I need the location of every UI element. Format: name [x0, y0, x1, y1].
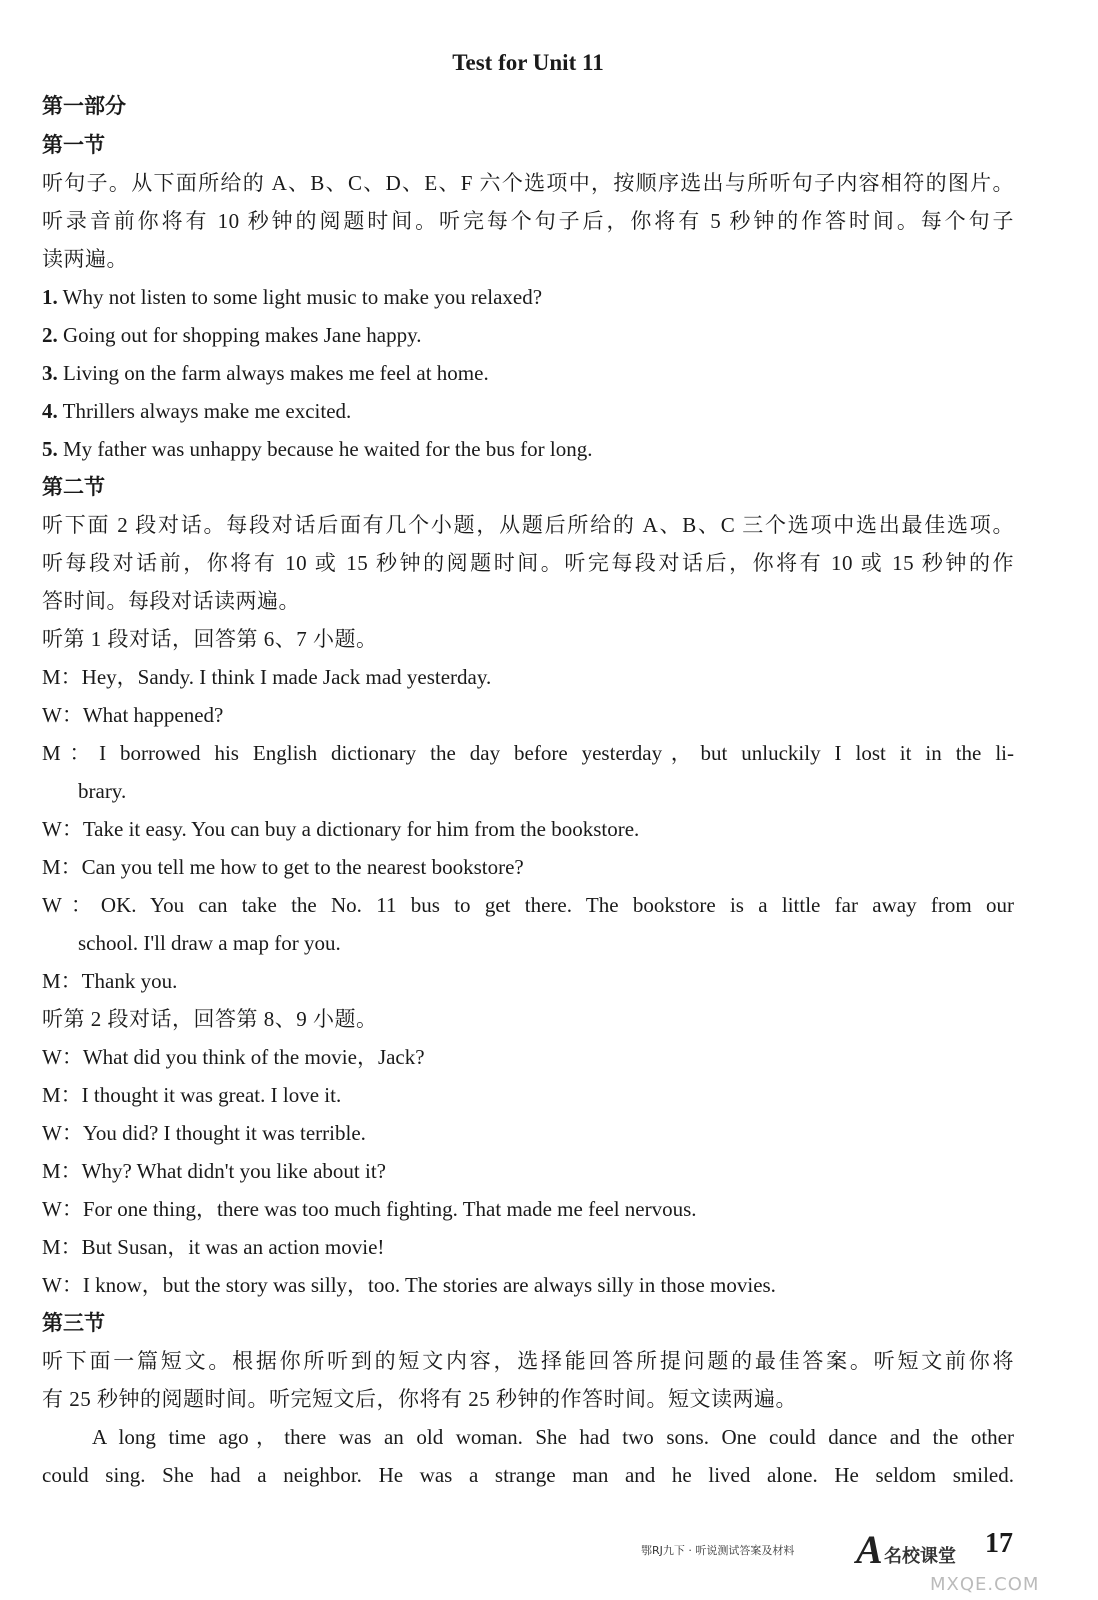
dialogue-line: W：What did you think of the movie，Jack?	[42, 1045, 425, 1069]
section2-heading: 第二节	[42, 475, 105, 499]
dialogue-line: M：Why? What didn't you like about it?	[42, 1159, 386, 1183]
section3-instruction-line: 有 25 秒钟的阅题时间。听完短文后，你将有 25 秒钟的作答时间。短文读两遍。	[42, 1387, 797, 1411]
footer-book-info: 鄂RJ九下 · 听说测试答案及材料	[641, 1544, 795, 1557]
dialogue-line: W：For one thing，there was too much fighting. That made me feel nervous.	[42, 1197, 697, 1221]
dialogue-line: W：I know，but the story was silly，too. The stories are always silly in those movies.	[42, 1273, 776, 1297]
dialogue-line: M：Hey，Sandy. I think I made Jack mad yesterday.	[42, 665, 492, 689]
publisher-logo	[856, 1527, 976, 1572]
item-text: My father was unhappy because he waited for the bus for long.	[63, 437, 593, 461]
section2-instruction-line: 答时间。每段对话读两遍。	[42, 589, 300, 613]
dialogue-line: M：I borrowed his English dictionary the day before yesterday，but unluckily I lost it in the li-	[42, 741, 1014, 765]
dialogue-line: W：OK. You can take the No. 11 bus to get there. The bookstore is a little far away from our	[42, 893, 1014, 917]
section1-instruction-line: 听录音前你将有 10 秒钟的阅题时间。听完每个句子后，你将有 5 秒钟的作答时间。每个句子	[42, 209, 1014, 233]
item-text: Going out for shopping makes Jane happy.	[63, 323, 422, 347]
item-text: Living on the farm always makes me feel at home.	[63, 361, 489, 385]
dialogue-line: brary.	[78, 779, 127, 803]
section1-instruction-line: 读两遍。	[42, 247, 128, 271]
logo-text: 名校课堂	[884, 1546, 956, 1567]
logo-letter: A	[856, 1527, 883, 1572]
dialogue-line: school. I'll draw a map for you.	[78, 931, 341, 955]
dialogue2-intro: 听第 2 段对话，回答第 8、9 小题。	[42, 1007, 378, 1031]
listening-item	[42, 283, 542, 311]
item-number: 2.	[42, 323, 58, 347]
page-number: 17	[985, 1528, 1013, 1559]
dialogue-line: W：Take it easy. You can buy a dictionary for him from the bookstore.	[42, 817, 640, 841]
dialogue1-intro: 听第 1 段对话，回答第 6、7 小题。	[42, 627, 378, 651]
item-text: Why not listen to some light music to make you relaxed?	[62, 285, 543, 309]
item-text: Thrillers always make me excited.	[62, 399, 352, 423]
page-footer	[0, 1527, 1098, 1600]
section3-instruction-line: 听下面一篇短文。根据你所听到的短文内容，选择能回答所提问题的最佳答案。听短文前你将	[42, 1349, 1014, 1373]
dialogue-line: M：But Susan，it was an action movie!	[42, 1235, 385, 1259]
part-heading: 第一部分	[42, 94, 126, 118]
dialogue-line: W：You did? I thought it was terrible.	[42, 1121, 366, 1145]
item-number: 4.	[42, 399, 58, 423]
listening-item	[42, 359, 489, 387]
section1-instruction-line: 听句子。从下面所给的 A、B、C、D、E、F 六个选项中，按顺序选出与所听句子内容相符的图片。	[42, 171, 1014, 195]
passage-line: could sing. She had a neighbor. He was a strange man and he lived alone. He seldom smiled.	[42, 1463, 1014, 1487]
listening-item	[42, 321, 422, 349]
section3-heading: 第三节	[42, 1311, 105, 1335]
dialogue-line: M：I thought it was great. I love it.	[42, 1083, 342, 1107]
listening-item	[42, 397, 351, 425]
watermark: MXQE.COM	[930, 1574, 1040, 1595]
item-number: 5.	[42, 437, 58, 461]
passage-line: A long time ago，there was an old woman. She had two sons. One could dance and the other	[92, 1425, 1014, 1449]
item-number: 1.	[42, 285, 58, 309]
dialogue-line: M：Thank you.	[42, 969, 178, 993]
section2-instruction-line: 听下面 2 段对话。每段对话后面有几个小题，从题后所给的 A、B、C 三个选项中选出最佳选项。	[42, 513, 1014, 537]
listening-item	[42, 435, 593, 463]
item-number: 3.	[42, 361, 58, 385]
section2-instruction-line: 听每段对话前，你将有 10 或 15 秒钟的阅题时间。听完每段对话后，你将有 10 或 15 秒钟的作	[42, 551, 1014, 575]
section1-heading: 第一节	[42, 133, 105, 157]
dialogue-line: W：What happened?	[42, 703, 224, 727]
dialogue-line: M：Can you tell me how to get to the nearest bookstore?	[42, 855, 524, 879]
page-title: Test for Unit 11	[452, 50, 604, 75]
